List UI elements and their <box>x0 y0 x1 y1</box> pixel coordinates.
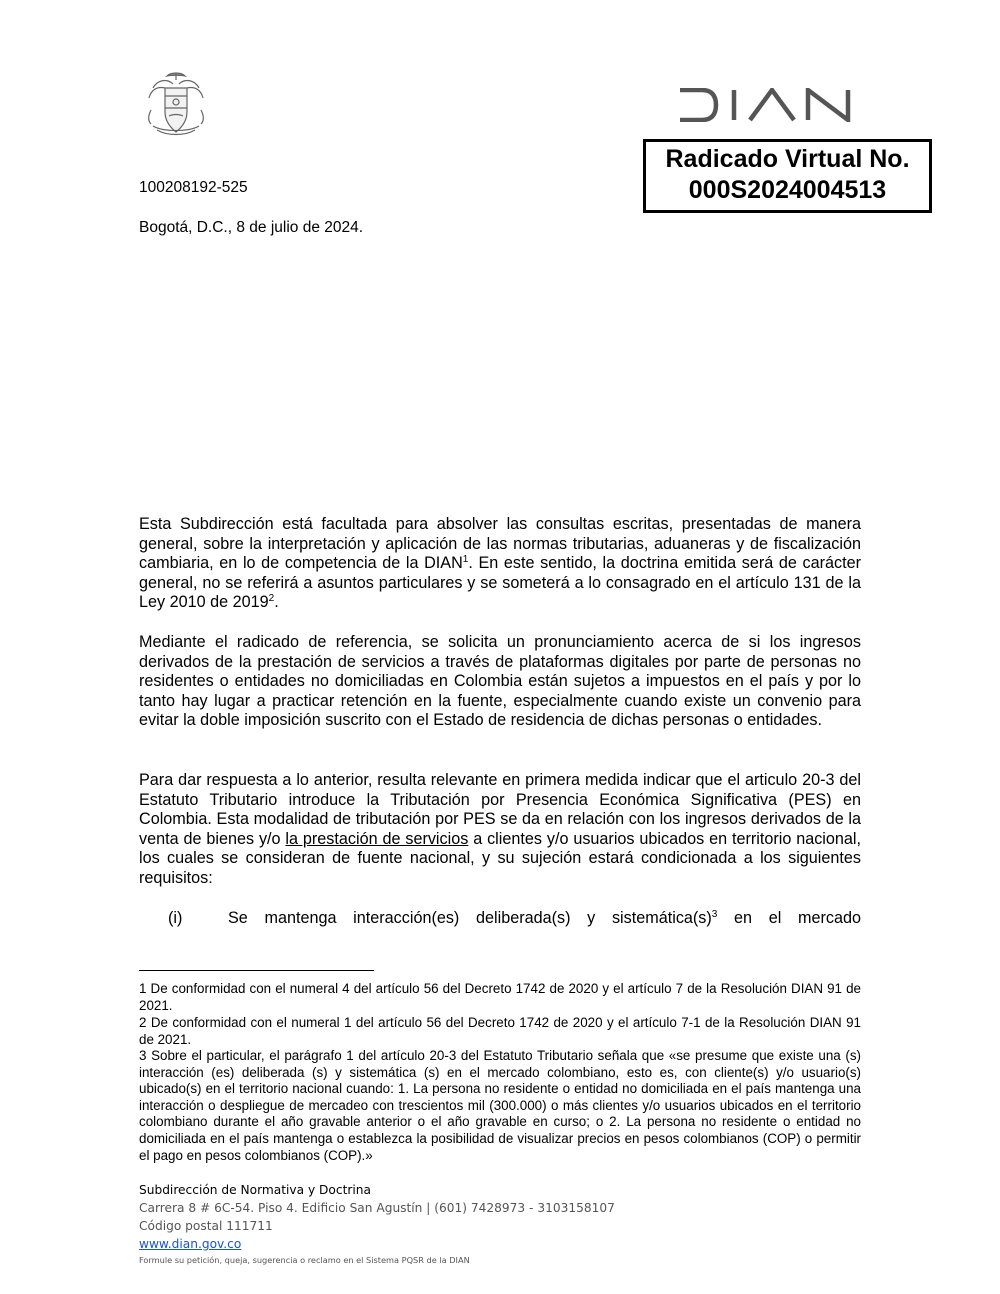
footnote-1: 1 De conformidad con el numeral 4 del artículo 56 del Decreto 1742 de 2020 y el artículo 7 de la Resolución DIAN 91 de 2021. <box>139 981 861 1013</box>
dian-logo-icon <box>678 88 858 122</box>
colombia-coat-of-arms-icon <box>143 70 209 138</box>
footer-address: Carrera 8 # 6C-54. Piso 4. Edificio San Agustín | (601) 7428973 - 3103158107 <box>139 1201 615 1215</box>
underlined-text: la prestación de servicios <box>285 829 469 848</box>
paragraph-competence <box>139 515 861 613</box>
radicado-box <box>643 139 932 213</box>
footnote-ref-1[interactable]: 1 <box>462 554 469 566</box>
footer-postal-code: Código postal 111711 <box>139 1219 273 1233</box>
paragraph-text: a clientes y/o usuarios ubicados en territorio nacional, los cuales se consideran de fuente nacional, y su sujeción estará condicionada a los siguientes requisitos: <box>139 829 862 887</box>
list-item-text <box>228 909 861 928</box>
paragraph-text: Esta Subdirección está facultada para absolver las consultas escritas, presentadas de manera general, sobre la interpretación y aplicación de las normas tributarias, aduaneras y de fiscalización cambiaria, en lo de competencia de la DIAN <box>139 515 861 573</box>
letter-date: Bogotá, D.C., 8 de julio de 2024. <box>139 219 364 236</box>
footnote-3: 3 Sobre el particular, el parágrafo 1 del artículo 20-3 del Estatuto Tributario señala que «se presume que existe una (s) interacción (es) deliberada (s) y sistemática (s) en el mercado colombiano, esto es, con cliente(s) y/o usuario(s) ubicado(s) en el territorio nacional cuando: 1. La persona no residente o entidad no domiciliada en el país mantenga una interacción o despliegue de mercadeo con trescientos mil (300.000) o más clientes y/o usuarios ubicados en el territorio colombiano durante el año gravable anterior o el año gravable en curso; o 2. La persona no residente o entidad no domiciliada en el país mantenga o establezca la posibilidad de visualizar precios en pesos colombianos (COP) o permitir el pago en pesos colombianos (COP).» <box>139 1048 861 1163</box>
reference-number: 100208192-525 <box>139 179 248 196</box>
footer-pqsr-note: Formule su petición, queja, sugerencia o reclamo en el Sistema PQSR de la DIAN <box>139 1255 470 1265</box>
list-item-number: (i) <box>168 909 183 927</box>
paragraph-text: . En este sentido, la doctrina emitida será de carácter general, no se referirá a asuntos particulares y se someterá a lo consagrado en el artículo 131 de la Ley 2010 de 2019 <box>139 554 862 612</box>
paragraph-text: . <box>274 593 279 612</box>
list-item-text-b: en el mercado <box>717 909 861 927</box>
radicado-number: 000S2024004513 <box>688 176 887 204</box>
radicado-label: Radicado Virtual No. <box>665 145 910 173</box>
paragraph-text: Para dar respuesta a lo anterior, resulta relevante en primera medida indicar que el articulo 20-3 del Estatuto Tributario introduce la Tributación por Presencia Económica Significativa (PES) en Colombia. Esta modalidad de tributación por PES se da en relación con los ingresos derivados de la venta de bienes y/o <box>139 771 861 848</box>
footer-website-link[interactable]: www.dian.gov.co <box>139 1237 242 1251</box>
paragraph-request: Mediante el radicado de referencia, se solicita un pronunciamiento acerca de si los ingresos derivados de la prestación de servicios a través de plataformas digitales por parte de personas no residentes o entidades no domiciliadas en Colombia están sujetos a impuestos en el país y por lo tanto hay lugar a practicar retención en la fuente, especialmente cuando existe un convenio para evitar la doble imposición suscrito con el Estado de residencia de dichas personas o entidades. <box>139 633 861 730</box>
footnote-separator <box>139 970 374 971</box>
footnote-ref-2[interactable]: 2 <box>268 593 275 605</box>
paragraph-pes <box>139 771 861 889</box>
footer-office: Subdirección de Normativa y Doctrina <box>139 1183 371 1197</box>
list-item-text-a: Se mantenga interacción(es) deliberada(s) y sistemática(s) <box>228 909 712 927</box>
footnote-2: 2 De conformidad con el numeral 1 del artículo 56 del Decreto 1742 de 2020 y el artículo 7-1 de la Resolución DIAN 91 de 2021. <box>139 1015 861 1047</box>
footnote-ref-3[interactable]: 3 <box>711 909 718 920</box>
